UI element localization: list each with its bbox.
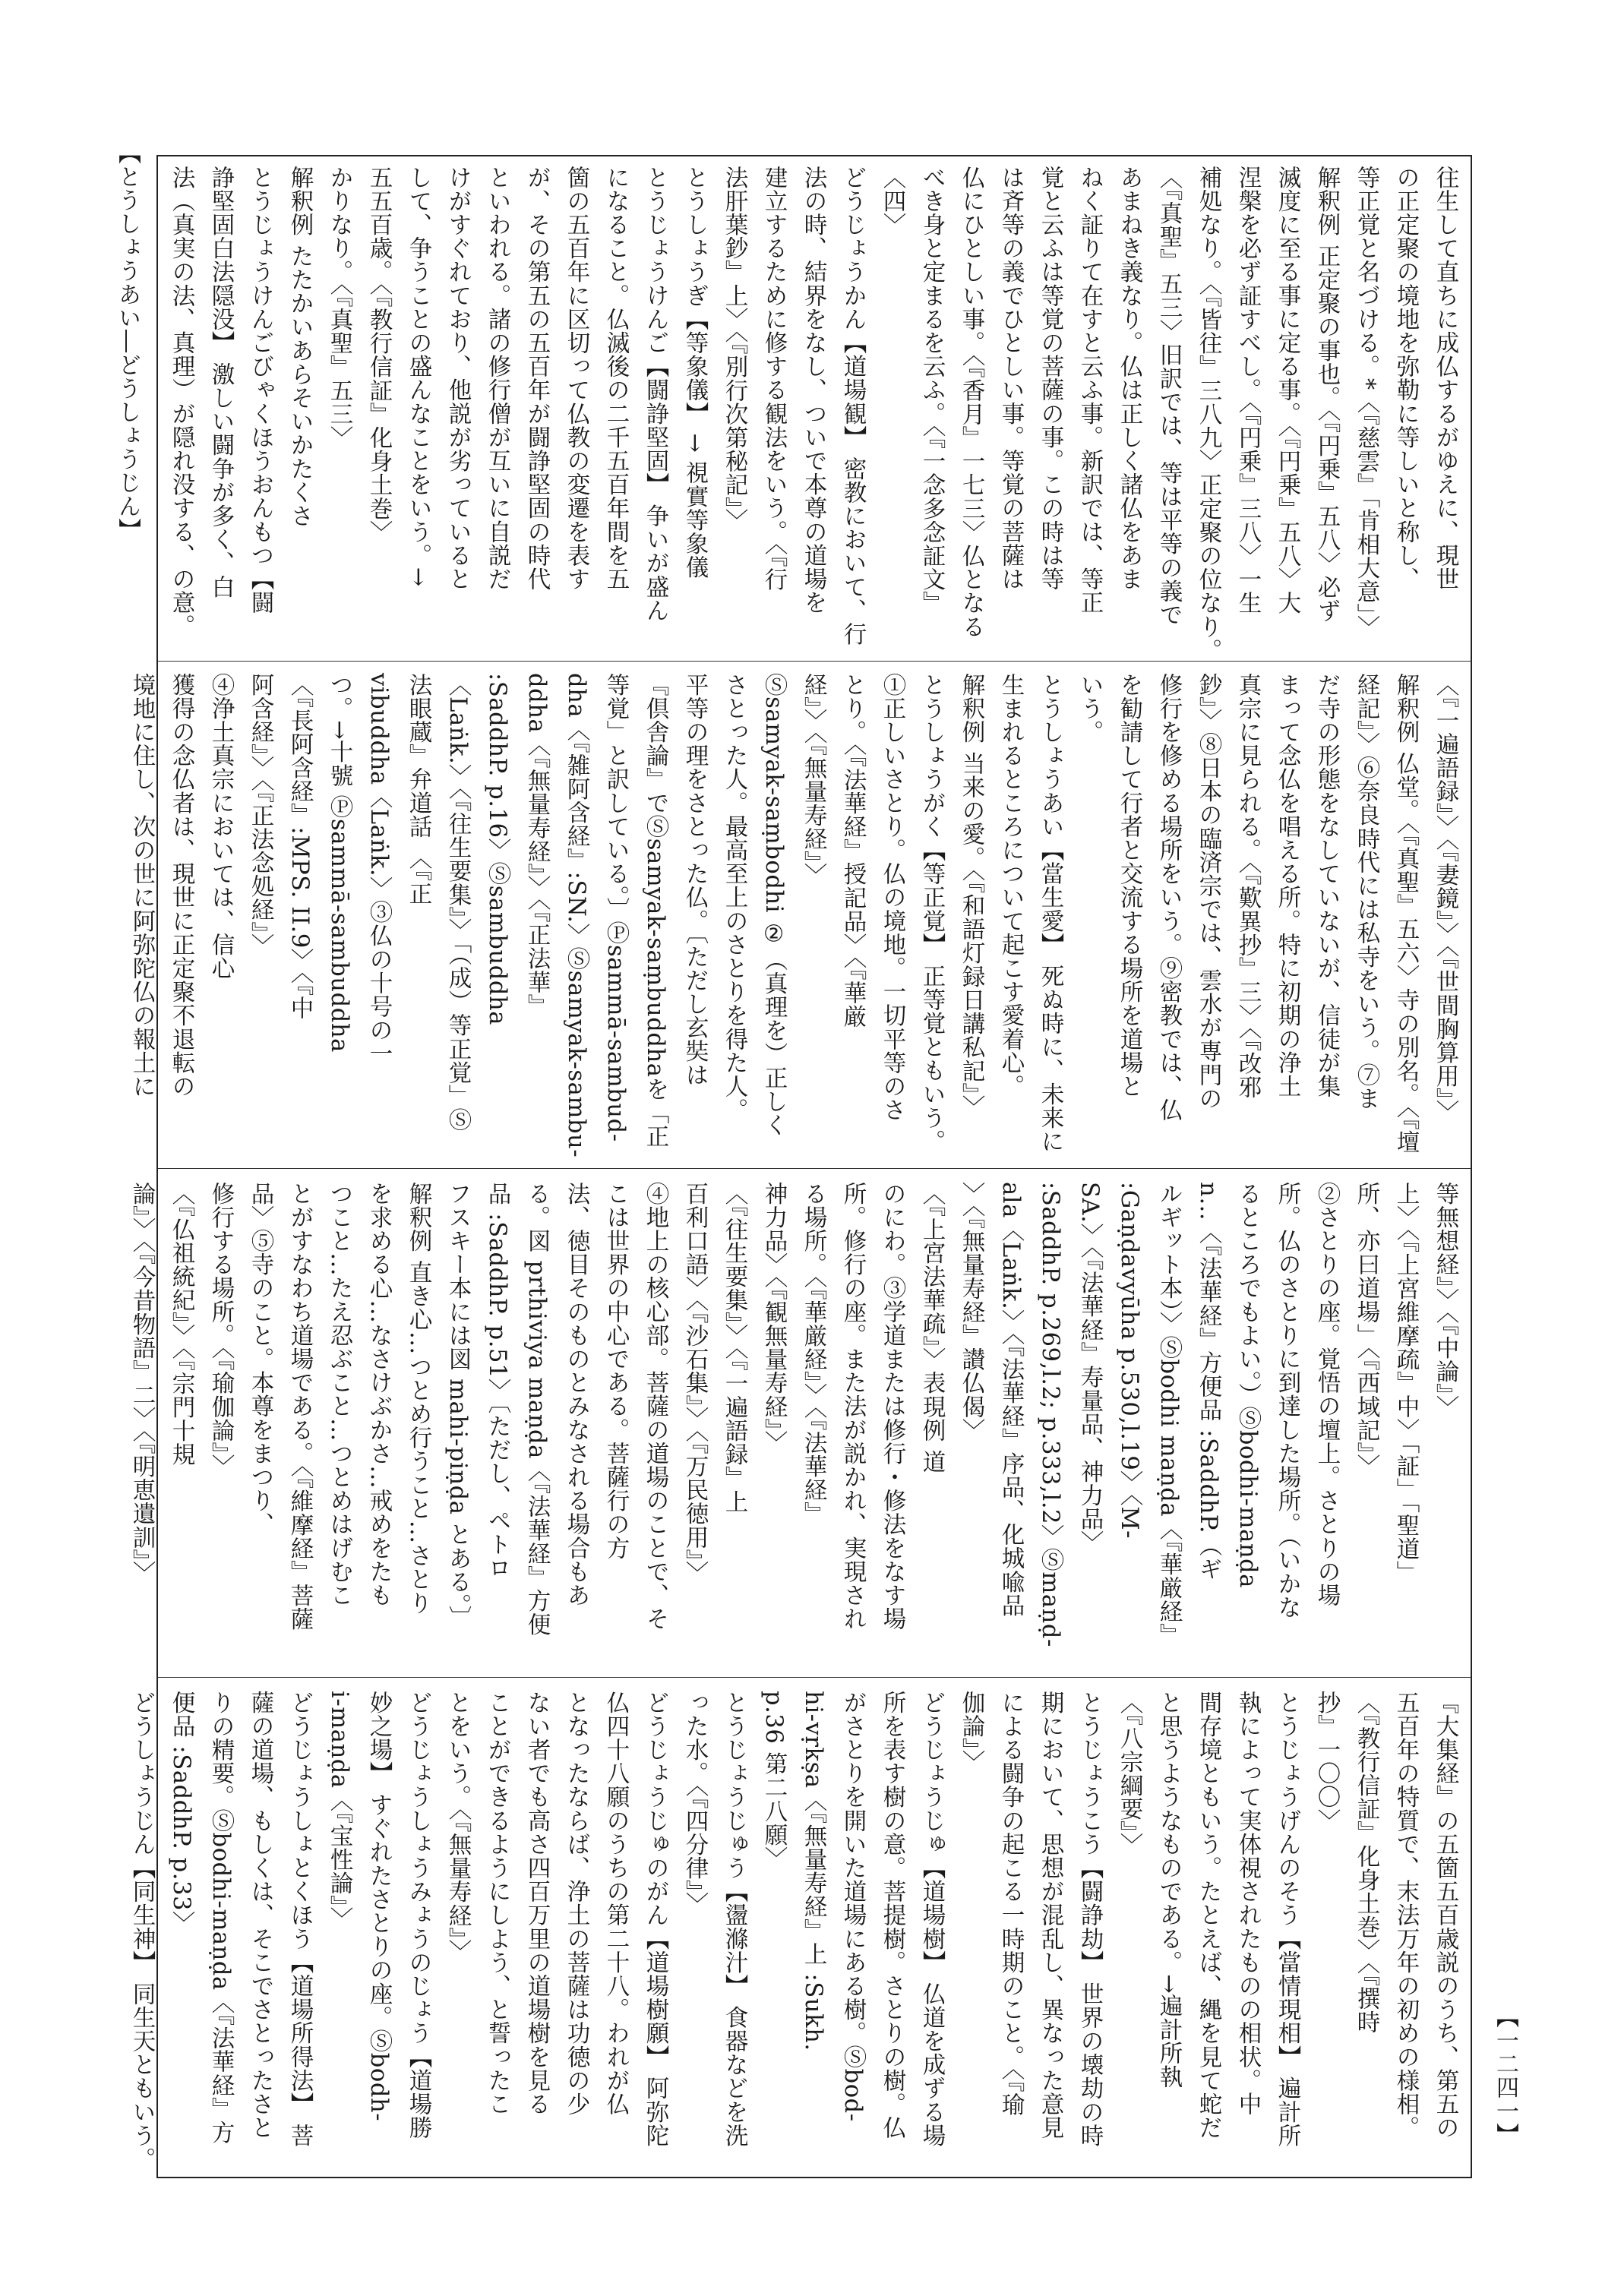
text-column: 期において、思想が混乱し、異なった意見 xyxy=(1037,1691,1063,2140)
text-column: 法の時、結界をなし、ついで本尊の道場を xyxy=(800,166,826,614)
text-column: 諍堅固白法隠没】 激しい闘争が多く、白 xyxy=(207,166,234,599)
text-column: 便品 :SaddhP. p.33〉 xyxy=(168,1691,194,1935)
text-column: 解釈例 当来の愛。〈『和語灯録日講私記』〉 xyxy=(958,673,984,1119)
text-column: 上〉〈『上宮維摩疏』中〉「証」「聖道」 xyxy=(1392,1182,1419,1584)
text-column: は斉等の義でひとしい事。等覚の菩薩は xyxy=(997,166,1024,591)
text-column: こは世界の中心である。菩薩行の方 xyxy=(602,1182,629,1560)
text-column: 論』〉〈『今昔物語』二〉〈『明恵遺訓』〉 xyxy=(128,1182,155,1585)
text-column: 経記』〉⑥奈良時代には私寺をいう。⑦ま xyxy=(1353,673,1379,1110)
text-column: 百利口語〉〈『沙石集』〉〈『万民徳用』〉 xyxy=(681,1182,708,1585)
text-column: 生まれるところについて起こす愛着心。 xyxy=(997,673,1024,1098)
text-column: 平等の理をさとった仏。〔ただし玄奘は xyxy=(681,673,708,1087)
text-column: 鈔』〉⑧日本の臨済宗では、雲水が専門の xyxy=(1195,673,1221,1110)
text-column: つこと…たえ忍ぶこと…つとめはげむこ xyxy=(326,1182,352,1607)
text-column: どうじょうしょとくほう【道場所得法】 菩 xyxy=(286,1691,313,2148)
text-column: 〈『仏祖統紀』〉〈『宗門十規 xyxy=(168,1182,194,1467)
text-column: ことができるようにしよう、と誓ったこ xyxy=(484,1691,510,2116)
text-column: が、その第五の五百年が闘諍堅固の時代 xyxy=(523,166,550,591)
text-column: ④地上の核心部。菩薩の道場のことで、そ xyxy=(642,1182,668,1631)
text-column: 所。修行の座。また法が説かれ、実現され xyxy=(839,1182,866,1631)
page-number: 【一二四一】 xyxy=(1492,2005,1518,2146)
text-column: ala〈Laṅk.〉〈『法華経』序品、化城喩品 xyxy=(997,1182,1024,1618)
text-column: 覚と云ふは等覚の菩薩の事。この時は等 xyxy=(1037,166,1063,591)
text-column: 抄』一〇〇〉 xyxy=(1313,1691,1340,1833)
text-column: とうしょうぎ【等象儀】 → 視實等象儀 xyxy=(681,166,708,580)
text-column: ①正しいさとり。仏の境地。一切平等のさ xyxy=(879,673,905,1122)
text-column: とをいう。〈『無量寿経』〉 xyxy=(444,1691,471,1963)
text-column: SA.〉〈『法華経』寿量品、神力品〉 xyxy=(1076,1182,1103,1555)
text-column: dha〈『雑阿含経』:SN.〉Ⓢsamyak-sambu- xyxy=(563,673,589,1158)
text-column: ④浄土真宗においては、信心 xyxy=(207,673,234,981)
text-column: 往生して直ちに成仏するがゆえに、現世 xyxy=(1432,166,1458,591)
text-column: i-maṇḍa〈『宝性論』〉 xyxy=(326,1691,352,1931)
text-column: 補処なり。〈『皆往』三八九〉正定聚の位なり。 xyxy=(1195,166,1221,662)
text-column: とり。〈『法華経』授記品〉〈『華厳 xyxy=(839,673,866,1028)
text-column: :SaddhP. p.269,l.2; p.333,l.2〉Ⓢmaṇḍ- xyxy=(1037,1182,1063,1647)
text-column: いう。 xyxy=(1076,673,1103,744)
text-column: して、争うことの盛んなことをいう。→ xyxy=(405,166,431,587)
band-divider xyxy=(158,1168,1471,1169)
text-column: 解釈例 直き心…つとめ行うこと…さとり xyxy=(405,1182,431,1615)
text-column: 阿含経』〉〈『正法念処経』〉 xyxy=(247,673,273,958)
text-column: どうしょうじん【同生神】 同生天ともいう。 xyxy=(128,1691,155,2171)
text-column: 執によって実体視されたものの相状。中 xyxy=(1234,1691,1261,2116)
text-column: 間存境ともいう。たとえば、縄を見て蛇だ xyxy=(1195,1691,1221,2140)
text-column: 〈四〉 xyxy=(879,166,905,237)
text-column: 等覚」と訳している。〕Ⓟsammā-sambud- xyxy=(602,673,629,1142)
text-column: のにわ。③学道または修行・修法をなす場 xyxy=(879,1182,905,1631)
text-column: 建立するために修する観法をいう。〈『行 xyxy=(760,166,787,592)
band-divider xyxy=(158,661,1471,662)
text-column: ねく証りて在すと云ふ事。新訳では、等正 xyxy=(1076,166,1103,614)
text-column: 箇の五百年に区切って仏教の変遷を表す xyxy=(563,166,589,591)
text-column: 法肝葉鈔』上〉〈『別行次第秘記』〉 xyxy=(721,166,747,532)
text-column: 涅槃を必ず証すべし。〈『円乗』三八〉一生 xyxy=(1234,166,1261,615)
text-column: けがすぐれており、他説が劣っていると xyxy=(444,166,471,591)
text-column: といわれる。諸の修行僧が互いに自説だ xyxy=(484,166,510,591)
text-column: 解釈例 たたかいあらそいかたくさ xyxy=(286,166,313,528)
text-column: 〈『真聖』五三〉旧訳では、等は平等の義で xyxy=(1155,166,1182,627)
text-column: :SaddhP. p.16〉Ⓢsambuddha xyxy=(484,673,510,1026)
text-column: さとった人。最高至上のさとりを得た人。 xyxy=(721,673,747,1122)
text-column: 経』〉〈『無量寿経』〉 xyxy=(800,673,826,887)
text-column: 〈『上宮法華疏』〉表現例 道 xyxy=(918,1182,945,1474)
text-column: 『倶舎論』でⓈsamyak-saṃbuddhaを「正 xyxy=(642,673,668,1148)
text-column: 法（真実の法、真理）が隠れ没する、の意。 xyxy=(168,166,194,638)
running-head: 【とうしょうあい―どうしょうじん】 xyxy=(114,141,141,542)
text-column: 解釈例 仏堂。〈『真聖』五六〉寺の別名。〈『壇 xyxy=(1392,673,1419,1154)
text-column: 五百年の特質で、末法万年の初めの様相。 xyxy=(1392,1691,1419,2140)
text-column: 伽論』〉 xyxy=(958,1691,984,1774)
text-column: 所を表す樹の意。菩提樹。さとりの樹。仏 xyxy=(879,1691,905,2140)
text-column: 品〉⑤寺のこと。本尊をまつり、 xyxy=(247,1182,273,1536)
text-band-1 xyxy=(166,166,1464,662)
text-column: った水。〈『四分律』〉 xyxy=(681,1691,708,1916)
text-column: vibuddha〈Laṅk.〉③仏の十号の一 xyxy=(365,673,392,1066)
text-column: 〈『教行信証』化身土巻〉〈『撰時 xyxy=(1353,1691,1379,2034)
text-column: とうしょうあい【當生愛】 死ぬ時に、未来に xyxy=(1037,673,1063,1154)
text-column: 〈『一遍語録』〉〈『妻鏡』〉〈『世間胸算用』〉 xyxy=(1432,673,1458,1124)
text-column: による闘争の起こる一時期のこと。〈『瑜 xyxy=(997,1691,1024,2117)
text-column: かりなり。〈『真聖』五三〉 xyxy=(326,166,352,450)
text-column: つ。→十號 Ⓟsammā-sambuddha xyxy=(326,673,352,1053)
text-column: ddha〈『無量寿経』〉〈『正法華』 xyxy=(523,673,550,1018)
text-column: るところでもよい。）Ⓢbodhi-maṇḍa xyxy=(1234,1182,1261,1589)
text-column: 仏四十八願のうちの第二十八。われが仏 xyxy=(602,1691,629,2116)
band-divider xyxy=(158,1677,1471,1678)
text-column: どうじょうじゅ【道場樹】 仏道を成ずる場 xyxy=(918,1691,945,2148)
text-column: :Gaṇḍavyūha p.530,l.19〉〈M- xyxy=(1116,1182,1142,1540)
text-band-3 xyxy=(128,1182,1464,1663)
text-column: と思うようなものである。→遍計所執 xyxy=(1155,1691,1182,2089)
text-column: n…〈『法華経』方便品 :SaddhP.（ギ xyxy=(1195,1182,1221,1581)
text-column: 『大集経』の五箇五百歳説のうち、第五の xyxy=(1432,1691,1458,2140)
text-column: とうじょうけんごびゃくほうおんもつ【闘 xyxy=(247,166,273,614)
text-column: の正定聚の境地を弥勒に等しいと称し、 xyxy=(1392,166,1419,591)
text-column: 所。仏のさとりに到達した場所。（いかな xyxy=(1274,1182,1300,1619)
text-column: あまねき義なり。仏は正しく諸仏をあま xyxy=(1116,166,1142,591)
text-column: る場所。〈『華厳経』〉〈『法華経』 xyxy=(800,1182,826,1526)
text-column: 修行を修める場所をいう。⑨密教では、仏 xyxy=(1155,673,1182,1122)
text-column: まって念仏を唱える所。特に初期の浄土 xyxy=(1274,673,1300,1098)
text-column: 法、徳目そのものとみなされる場合もあ xyxy=(563,1182,589,1607)
text-column: 〉〈『無量寿経』讃仏偈〉 xyxy=(958,1182,984,1442)
text-frame xyxy=(128,155,1472,2178)
text-column: とうじょうこう【闘諍劫】 世界の壊劫の時 xyxy=(1076,1691,1103,2148)
text-column: がさとりを開いた道場にある樹。Ⓢbod- xyxy=(839,1691,866,2122)
text-column: フスキー本には図 mahi-piṇḍa とある。〕 xyxy=(444,1182,471,1630)
text-column: 獲得の念仏者は、現世に正定聚不退転の xyxy=(168,673,194,1098)
text-column: を求める心…なさけぶかさ…戒めをたも xyxy=(365,1182,392,1607)
text-column: 〈Laṅk.〉〈『往生要集』〉「（成）等正覚」Ⓢ xyxy=(444,673,471,1132)
text-column: となったならば、浄土の菩薩は功徳の少 xyxy=(563,1691,589,2116)
text-column: 〈『八宗綱要』〉 xyxy=(1116,1691,1142,1857)
text-column: とうじょうげんのそう【當情現相】 遍計所 xyxy=(1274,1691,1300,2148)
text-column: べき身と定まるを云ふ。〈『一念多念証文』 xyxy=(918,166,945,615)
text-column: る。図 prthiviya maṇḍa〈『法華経』方便 xyxy=(523,1182,550,1637)
text-column: ルギット本）〉Ⓢbodhi maṇḍa〈『華厳経』 xyxy=(1155,1182,1182,1647)
text-column: 神力品〉〈『観無量寿経』〉 xyxy=(760,1182,787,1454)
text-column: 仏にひとしい事。〈『香月』一七三〉仏となる xyxy=(958,166,984,639)
text-column: になること。仏滅後の二千五百年間を五 xyxy=(602,166,629,591)
text-column: どうじょうじゅのがん【道場樹願】 阿弥陀 xyxy=(642,1691,668,2148)
text-column: 解釈例 正定聚の事也。〈『円乗』五八〉必ず xyxy=(1313,166,1340,623)
text-column: Ⓢsamyak-saṃbodhi ②（真理を）正しく xyxy=(760,673,787,1137)
text-column: 所、亦曰道場」〈『西域記』〉 xyxy=(1353,1182,1379,1478)
text-column: とうじょうじゅう【盪滌汁】 食器などを洗 xyxy=(721,1691,747,2148)
text-column: 〈『往生要集』〉〈『一遍語録』上 xyxy=(721,1182,747,1514)
text-column: hi-vṛkṣa〈『無量寿経』上 :Sukh. xyxy=(800,1691,826,2051)
text-column: 法眼蔵』弁道話 〈『正 xyxy=(405,673,431,906)
text-column: ない者でも高さ四百万里の道場樹を見る xyxy=(523,1691,550,2116)
text-column: だ寺の形態をなしていないが、信徒が集 xyxy=(1313,673,1340,1098)
text-band-4 xyxy=(128,1691,1464,2172)
text-column: 等正覚と名づける。*〈『慈雲』「肯相大意」〉 xyxy=(1353,166,1379,640)
text-column: どうじょうかん【道場観】 密教において、行 xyxy=(839,166,866,646)
text-column: を勧請して行者と交流する場所を道場と xyxy=(1116,673,1142,1098)
text-band-2 xyxy=(128,673,1464,1158)
text-column: とうじょうけんご【闘諍堅固】 争いが盛ん xyxy=(642,166,668,623)
text-column: 等無想経』〉〈『中論』〉 xyxy=(1432,1182,1458,1420)
text-column: とうしょうがく【等正覚】 正等覚ともいう。 xyxy=(918,673,945,1154)
text-column: 妙之場】 すぐれたさとりの座。Ⓢbodh- xyxy=(365,1691,392,2122)
text-column: どうじょうしょうみょうのじょう【道場勝 xyxy=(405,1691,431,2140)
text-column: 薩の道場、もしくは、そこでさとったさと xyxy=(247,1691,273,2140)
text-column: 真宗に見られる。〈『歎異抄』三〉〈『改邪 xyxy=(1234,673,1261,1099)
text-column: りの精要。Ⓢbodhi-maṇḍa〈『法華経』方 xyxy=(207,1691,234,2145)
text-column: とがすなわち道場である。〈『維摩経』菩薩 xyxy=(286,1182,313,1631)
text-column: p.36 第二八願〉 xyxy=(760,1691,787,1871)
text-column: 滅度に至る事に定る事。〈『円乗』五八〉大 xyxy=(1274,166,1300,615)
text-column: 境地に住し、次の世に阿弥陀仏の報土に xyxy=(128,673,155,1098)
text-column: 品 :SaddhP. p.51〉〔ただし、ペトロ xyxy=(484,1182,510,1580)
text-column: 修行する場所。〈『瑜伽論』〉 xyxy=(207,1182,234,1478)
text-column: 〈『長阿含経』:MPS. II.9〉〈『中 xyxy=(286,673,313,1020)
text-column: ②さとりの座。覚悟の壇上。さとりの場 xyxy=(1313,1182,1340,1607)
text-column: 五五百歳。〈『教行信証』化身土巻〉 xyxy=(365,166,392,545)
